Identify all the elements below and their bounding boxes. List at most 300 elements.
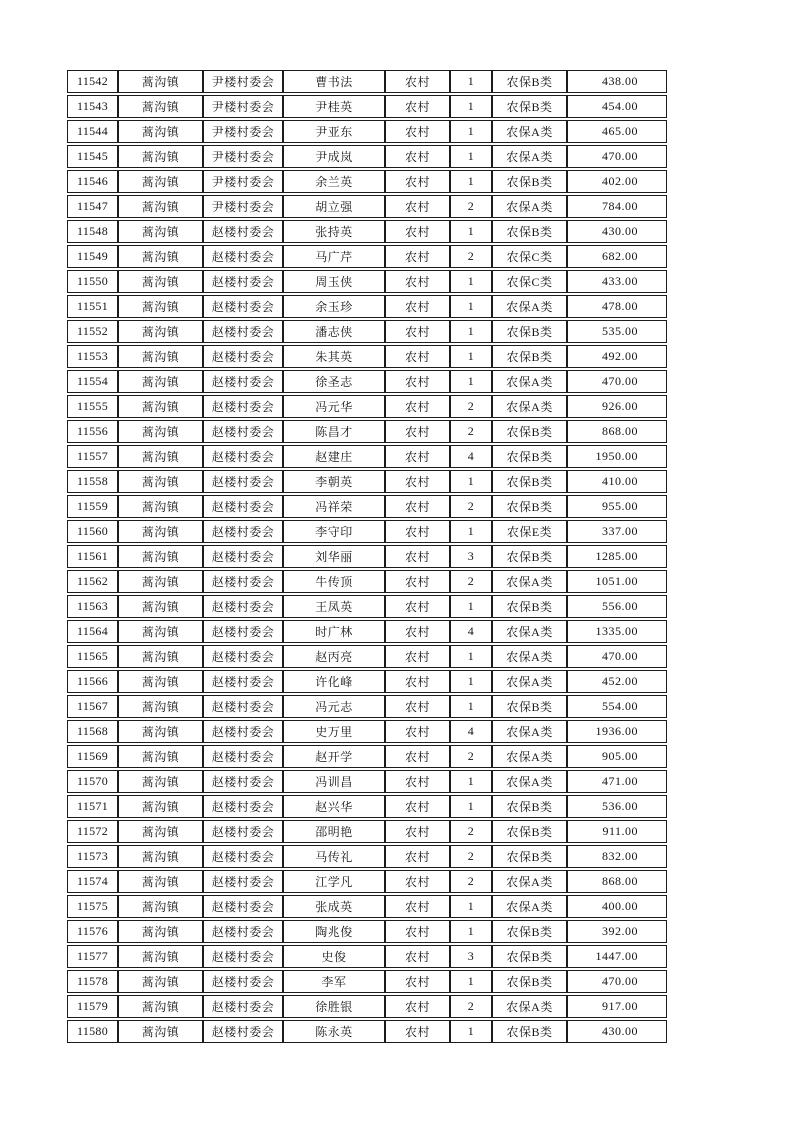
record-id-cell: 11552 xyxy=(67,320,118,343)
village-committee-cell: 赵楼村委会 xyxy=(203,370,283,393)
town-cell: 蒿沟镇 xyxy=(118,320,203,343)
residence-type-cell: 农村 xyxy=(385,445,450,468)
residence-type-cell: 农村 xyxy=(385,145,450,168)
village-committee-cell: 赵楼村委会 xyxy=(203,520,283,543)
table-row xyxy=(67,620,667,643)
town-cell: 蒿沟镇 xyxy=(118,420,203,443)
insurance-category-cell: 农保B类 xyxy=(492,95,567,118)
village-committee-cell: 尹楼村委会 xyxy=(203,145,283,168)
village-committee-cell: 赵楼村委会 xyxy=(203,570,283,593)
person-count-cell: 1 xyxy=(450,895,492,918)
person-name-cell: 李朝英 xyxy=(283,470,385,493)
town-cell: 蒿沟镇 xyxy=(118,370,203,393)
village-committee-cell: 赵楼村委会 xyxy=(203,695,283,718)
village-committee-cell: 赵楼村委会 xyxy=(203,795,283,818)
insurance-category-cell: 农保B类 xyxy=(492,970,567,993)
record-id-cell: 11558 xyxy=(67,470,118,493)
person-count-cell: 2 xyxy=(450,420,492,443)
record-id-cell: 11576 xyxy=(67,920,118,943)
person-count-cell: 1 xyxy=(450,970,492,993)
table-row xyxy=(67,70,667,93)
town-cell: 蒿沟镇 xyxy=(118,795,203,818)
person-name-cell: 徐胜银 xyxy=(283,995,385,1018)
village-committee-cell: 赵楼村委会 xyxy=(203,770,283,793)
residence-type-cell: 农村 xyxy=(385,595,450,618)
person-count-cell: 1 xyxy=(450,95,492,118)
person-count-cell: 2 xyxy=(450,820,492,843)
amount-cell: 1447.00 xyxy=(567,945,667,968)
person-name-cell: 冯元华 xyxy=(283,395,385,418)
insurance-category-cell: 农保B类 xyxy=(492,445,567,468)
person-name-cell: 李军 xyxy=(283,970,385,993)
table-row xyxy=(67,420,667,443)
residence-type-cell: 农村 xyxy=(385,1020,450,1043)
record-id-cell: 11553 xyxy=(67,345,118,368)
person-name-cell: 刘华丽 xyxy=(283,545,385,568)
record-id-cell: 11575 xyxy=(67,895,118,918)
person-count-cell: 2 xyxy=(450,195,492,218)
record-id-cell: 11543 xyxy=(67,95,118,118)
table-row xyxy=(67,995,667,1018)
amount-cell: 470.00 xyxy=(567,370,667,393)
table-row xyxy=(67,220,667,243)
person-name-cell: 冯祥荣 xyxy=(283,495,385,518)
person-count-cell: 4 xyxy=(450,620,492,643)
village-committee-cell: 赵楼村委会 xyxy=(203,1020,283,1043)
residence-type-cell: 农村 xyxy=(385,645,450,668)
village-committee-cell: 尹楼村委会 xyxy=(203,70,283,93)
table-row xyxy=(67,520,667,543)
person-name-cell: 赵建庄 xyxy=(283,445,385,468)
person-count-cell: 1 xyxy=(450,520,492,543)
record-id-cell: 11580 xyxy=(67,1020,118,1043)
town-cell: 蒿沟镇 xyxy=(118,195,203,218)
insurance-category-cell: 农保B类 xyxy=(492,845,567,868)
town-cell: 蒿沟镇 xyxy=(118,645,203,668)
residence-type-cell: 农村 xyxy=(385,170,450,193)
table-row xyxy=(67,345,667,368)
residence-type-cell: 农村 xyxy=(385,745,450,768)
amount-cell: 478.00 xyxy=(567,295,667,318)
table-row xyxy=(67,95,667,118)
amount-cell: 1335.00 xyxy=(567,620,667,643)
record-id-cell: 11550 xyxy=(67,270,118,293)
residence-type-cell: 农村 xyxy=(385,545,450,568)
person-name-cell: 史俊 xyxy=(283,945,385,968)
village-committee-cell: 赵楼村委会 xyxy=(203,395,283,418)
insurance-category-cell: 农保A类 xyxy=(492,645,567,668)
person-name-cell: 朱其英 xyxy=(283,345,385,368)
town-cell: 蒿沟镇 xyxy=(118,970,203,993)
record-id-cell: 11559 xyxy=(67,495,118,518)
record-id-cell: 11561 xyxy=(67,545,118,568)
village-committee-cell: 赵楼村委会 xyxy=(203,220,283,243)
record-id-cell: 11574 xyxy=(67,870,118,893)
amount-cell: 536.00 xyxy=(567,795,667,818)
residence-type-cell: 农村 xyxy=(385,195,450,218)
person-count-cell: 2 xyxy=(450,995,492,1018)
record-id-cell: 11542 xyxy=(67,70,118,93)
insurance-category-cell: 农保A类 xyxy=(492,870,567,893)
person-name-cell: 尹成岚 xyxy=(283,145,385,168)
residence-type-cell: 农村 xyxy=(385,320,450,343)
insurance-category-cell: 农保A类 xyxy=(492,120,567,143)
residence-type-cell: 农村 xyxy=(385,720,450,743)
town-cell: 蒿沟镇 xyxy=(118,1020,203,1043)
residence-type-cell: 农村 xyxy=(385,695,450,718)
record-id-cell: 11554 xyxy=(67,370,118,393)
amount-cell: 535.00 xyxy=(567,320,667,343)
insurance-category-cell: 农保A类 xyxy=(492,620,567,643)
person-count-cell: 1 xyxy=(450,145,492,168)
insurance-category-cell: 农保A类 xyxy=(492,395,567,418)
person-name-cell: 赵丙亮 xyxy=(283,645,385,668)
town-cell: 蒿沟镇 xyxy=(118,895,203,918)
residence-type-cell: 农村 xyxy=(385,870,450,893)
amount-cell: 337.00 xyxy=(567,520,667,543)
village-committee-cell: 赵楼村委会 xyxy=(203,345,283,368)
person-count-cell: 1 xyxy=(450,370,492,393)
record-id-cell: 11569 xyxy=(67,745,118,768)
town-cell: 蒿沟镇 xyxy=(118,745,203,768)
amount-cell: 470.00 xyxy=(567,645,667,668)
record-id-cell: 11566 xyxy=(67,670,118,693)
person-count-cell: 2 xyxy=(450,395,492,418)
person-count-cell: 2 xyxy=(450,845,492,868)
table-row xyxy=(67,570,667,593)
table-row xyxy=(67,895,667,918)
record-id-cell: 11555 xyxy=(67,395,118,418)
insurance-category-cell: 农保A类 xyxy=(492,995,567,1018)
table-row xyxy=(67,595,667,618)
village-committee-cell: 尹楼村委会 xyxy=(203,195,283,218)
residence-type-cell: 农村 xyxy=(385,70,450,93)
residence-type-cell: 农村 xyxy=(385,920,450,943)
amount-cell: 926.00 xyxy=(567,395,667,418)
table-row xyxy=(67,670,667,693)
person-count-cell: 3 xyxy=(450,545,492,568)
record-id-cell: 11570 xyxy=(67,770,118,793)
table-row xyxy=(67,820,667,843)
residence-type-cell: 农村 xyxy=(385,845,450,868)
town-cell: 蒿沟镇 xyxy=(118,120,203,143)
residence-type-cell: 农村 xyxy=(385,770,450,793)
residence-type-cell: 农村 xyxy=(385,795,450,818)
village-committee-cell: 赵楼村委会 xyxy=(203,320,283,343)
town-cell: 蒿沟镇 xyxy=(118,595,203,618)
table-row xyxy=(67,795,667,818)
town-cell: 蒿沟镇 xyxy=(118,70,203,93)
insurance-category-cell: 农保B类 xyxy=(492,920,567,943)
person-name-cell: 曹书法 xyxy=(283,70,385,93)
person-name-cell: 张持英 xyxy=(283,220,385,243)
town-cell: 蒿沟镇 xyxy=(118,345,203,368)
person-name-cell: 胡立强 xyxy=(283,195,385,218)
person-name-cell: 李守印 xyxy=(283,520,385,543)
insurance-category-cell: 农保B类 xyxy=(492,470,567,493)
amount-cell: 1950.00 xyxy=(567,445,667,468)
insurance-category-cell: 农保C类 xyxy=(492,270,567,293)
amount-cell: 1936.00 xyxy=(567,720,667,743)
person-name-cell: 尹桂英 xyxy=(283,95,385,118)
residence-type-cell: 农村 xyxy=(385,245,450,268)
insurance-category-cell: 农保B类 xyxy=(492,495,567,518)
person-count-cell: 1 xyxy=(450,470,492,493)
person-count-cell: 1 xyxy=(450,645,492,668)
insurance-category-cell: 农保A类 xyxy=(492,570,567,593)
amount-cell: 465.00 xyxy=(567,120,667,143)
amount-cell: 454.00 xyxy=(567,95,667,118)
amount-cell: 433.00 xyxy=(567,270,667,293)
amount-cell: 430.00 xyxy=(567,220,667,243)
town-cell: 蒿沟镇 xyxy=(118,845,203,868)
insurance-category-cell: 农保A类 xyxy=(492,720,567,743)
town-cell: 蒿沟镇 xyxy=(118,220,203,243)
person-name-cell: 冯元志 xyxy=(283,695,385,718)
village-committee-cell: 赵楼村委会 xyxy=(203,895,283,918)
town-cell: 蒿沟镇 xyxy=(118,270,203,293)
record-id-cell: 11545 xyxy=(67,145,118,168)
village-committee-cell: 赵楼村委会 xyxy=(203,445,283,468)
town-cell: 蒿沟镇 xyxy=(118,520,203,543)
insurance-category-cell: 农保B类 xyxy=(492,820,567,843)
village-committee-cell: 赵楼村委会 xyxy=(203,670,283,693)
residence-type-cell: 农村 xyxy=(385,370,450,393)
amount-cell: 470.00 xyxy=(567,970,667,993)
benefit-roster-table xyxy=(67,68,667,1045)
insurance-category-cell: 农保B类 xyxy=(492,1020,567,1043)
town-cell: 蒿沟镇 xyxy=(118,770,203,793)
person-count-cell: 1 xyxy=(450,345,492,368)
person-count-cell: 2 xyxy=(450,245,492,268)
village-committee-cell: 赵楼村委会 xyxy=(203,270,283,293)
residence-type-cell: 农村 xyxy=(385,470,450,493)
town-cell: 蒿沟镇 xyxy=(118,445,203,468)
village-committee-cell: 赵楼村委会 xyxy=(203,845,283,868)
amount-cell: 832.00 xyxy=(567,845,667,868)
table-body xyxy=(67,70,667,1043)
residence-type-cell: 农村 xyxy=(385,270,450,293)
residence-type-cell: 农村 xyxy=(385,295,450,318)
insurance-category-cell: 农保A类 xyxy=(492,745,567,768)
amount-cell: 438.00 xyxy=(567,70,667,93)
town-cell: 蒿沟镇 xyxy=(118,995,203,1018)
person-name-cell: 陈永英 xyxy=(283,1020,385,1043)
town-cell: 蒿沟镇 xyxy=(118,720,203,743)
insurance-category-cell: 农保A类 xyxy=(492,670,567,693)
person-name-cell: 张成英 xyxy=(283,895,385,918)
village-committee-cell: 赵楼村委会 xyxy=(203,645,283,668)
record-id-cell: 11546 xyxy=(67,170,118,193)
village-committee-cell: 尹楼村委会 xyxy=(203,170,283,193)
person-name-cell: 陶兆俊 xyxy=(283,920,385,943)
village-committee-cell: 赵楼村委会 xyxy=(203,945,283,968)
amount-cell: 430.00 xyxy=(567,1020,667,1043)
village-committee-cell: 赵楼村委会 xyxy=(203,995,283,1018)
town-cell: 蒿沟镇 xyxy=(118,620,203,643)
village-committee-cell: 赵楼村委会 xyxy=(203,595,283,618)
person-count-cell: 1 xyxy=(450,70,492,93)
amount-cell: 1051.00 xyxy=(567,570,667,593)
amount-cell: 905.00 xyxy=(567,745,667,768)
person-count-cell: 2 xyxy=(450,495,492,518)
person-name-cell: 余兰英 xyxy=(283,170,385,193)
person-name-cell: 马传礼 xyxy=(283,845,385,868)
insurance-category-cell: 农保B类 xyxy=(492,595,567,618)
table-row xyxy=(67,395,667,418)
person-count-cell: 4 xyxy=(450,720,492,743)
residence-type-cell: 农村 xyxy=(385,570,450,593)
table-row xyxy=(67,695,667,718)
person-count-cell: 1 xyxy=(450,295,492,318)
table-row xyxy=(67,720,667,743)
table-row xyxy=(67,195,667,218)
insurance-category-cell: 农保B类 xyxy=(492,320,567,343)
person-name-cell: 周玉侠 xyxy=(283,270,385,293)
person-name-cell: 赵兴华 xyxy=(283,795,385,818)
person-name-cell: 江学凡 xyxy=(283,870,385,893)
village-committee-cell: 赵楼村委会 xyxy=(203,820,283,843)
record-id-cell: 11544 xyxy=(67,120,118,143)
amount-cell: 400.00 xyxy=(567,895,667,918)
amount-cell: 784.00 xyxy=(567,195,667,218)
table-row xyxy=(67,370,667,393)
amount-cell: 492.00 xyxy=(567,345,667,368)
record-id-cell: 11579 xyxy=(67,995,118,1018)
insurance-category-cell: 农保B类 xyxy=(492,695,567,718)
insurance-category-cell: 农保A类 xyxy=(492,770,567,793)
person-count-cell: 1 xyxy=(450,220,492,243)
village-committee-cell: 赵楼村委会 xyxy=(203,245,283,268)
person-name-cell: 时广林 xyxy=(283,620,385,643)
town-cell: 蒿沟镇 xyxy=(118,945,203,968)
town-cell: 蒿沟镇 xyxy=(118,545,203,568)
amount-cell: 911.00 xyxy=(567,820,667,843)
person-name-cell: 史万里 xyxy=(283,720,385,743)
table-row xyxy=(67,120,667,143)
residence-type-cell: 农村 xyxy=(385,95,450,118)
table-row xyxy=(67,295,667,318)
person-count-cell: 1 xyxy=(450,770,492,793)
person-name-cell: 尹亚东 xyxy=(283,120,385,143)
table-row xyxy=(67,745,667,768)
residence-type-cell: 农村 xyxy=(385,995,450,1018)
person-count-cell: 1 xyxy=(450,595,492,618)
amount-cell: 554.00 xyxy=(567,695,667,718)
person-count-cell: 1 xyxy=(450,695,492,718)
person-count-cell: 1 xyxy=(450,170,492,193)
person-count-cell: 2 xyxy=(450,870,492,893)
amount-cell: 682.00 xyxy=(567,245,667,268)
record-id-cell: 11564 xyxy=(67,620,118,643)
table-row xyxy=(67,145,667,168)
town-cell: 蒿沟镇 xyxy=(118,870,203,893)
residence-type-cell: 农村 xyxy=(385,120,450,143)
village-committee-cell: 赵楼村委会 xyxy=(203,495,283,518)
town-cell: 蒿沟镇 xyxy=(118,920,203,943)
town-cell: 蒿沟镇 xyxy=(118,245,203,268)
record-id-cell: 11577 xyxy=(67,945,118,968)
person-name-cell: 赵开学 xyxy=(283,745,385,768)
table-row xyxy=(67,945,667,968)
residence-type-cell: 农村 xyxy=(385,395,450,418)
village-committee-cell: 赵楼村委会 xyxy=(203,420,283,443)
village-committee-cell: 赵楼村委会 xyxy=(203,720,283,743)
amount-cell: 402.00 xyxy=(567,170,667,193)
residence-type-cell: 农村 xyxy=(385,970,450,993)
amount-cell: 868.00 xyxy=(567,420,667,443)
amount-cell: 392.00 xyxy=(567,920,667,943)
insurance-category-cell: 农保A类 xyxy=(492,145,567,168)
record-id-cell: 11551 xyxy=(67,295,118,318)
record-id-cell: 11547 xyxy=(67,195,118,218)
town-cell: 蒿沟镇 xyxy=(118,170,203,193)
person-name-cell: 马广芹 xyxy=(283,245,385,268)
town-cell: 蒿沟镇 xyxy=(118,470,203,493)
person-count-cell: 1 xyxy=(450,1020,492,1043)
table-row xyxy=(67,245,667,268)
amount-cell: 868.00 xyxy=(567,870,667,893)
person-name-cell: 邵明艳 xyxy=(283,820,385,843)
table-row xyxy=(67,170,667,193)
insurance-category-cell: 农保A类 xyxy=(492,370,567,393)
insurance-category-cell: 农保A类 xyxy=(492,895,567,918)
residence-type-cell: 农村 xyxy=(385,495,450,518)
town-cell: 蒿沟镇 xyxy=(118,820,203,843)
residence-type-cell: 农村 xyxy=(385,670,450,693)
residence-type-cell: 农村 xyxy=(385,345,450,368)
insurance-category-cell: 农保B类 xyxy=(492,345,567,368)
insurance-category-cell: 农保B类 xyxy=(492,795,567,818)
town-cell: 蒿沟镇 xyxy=(118,145,203,168)
amount-cell: 470.00 xyxy=(567,145,667,168)
village-committee-cell: 赵楼村委会 xyxy=(203,545,283,568)
table-row xyxy=(67,270,667,293)
record-id-cell: 11556 xyxy=(67,420,118,443)
person-count-cell: 2 xyxy=(450,570,492,593)
residence-type-cell: 农村 xyxy=(385,520,450,543)
town-cell: 蒿沟镇 xyxy=(118,495,203,518)
person-count-cell: 1 xyxy=(450,670,492,693)
village-committee-cell: 尹楼村委会 xyxy=(203,95,283,118)
village-committee-cell: 赵楼村委会 xyxy=(203,870,283,893)
insurance-category-cell: 农保B类 xyxy=(492,945,567,968)
record-id-cell: 11560 xyxy=(67,520,118,543)
village-committee-cell: 赵楼村委会 xyxy=(203,470,283,493)
record-id-cell: 11573 xyxy=(67,845,118,868)
person-name-cell: 潘志侠 xyxy=(283,320,385,343)
amount-cell: 556.00 xyxy=(567,595,667,618)
record-id-cell: 11578 xyxy=(67,970,118,993)
person-name-cell: 余玉珍 xyxy=(283,295,385,318)
residence-type-cell: 农村 xyxy=(385,220,450,243)
village-committee-cell: 赵楼村委会 xyxy=(203,970,283,993)
person-name-cell: 牛传顶 xyxy=(283,570,385,593)
record-id-cell: 11567 xyxy=(67,695,118,718)
insurance-category-cell: 农保E类 xyxy=(492,520,567,543)
person-count-cell: 1 xyxy=(450,920,492,943)
person-name-cell: 王凤英 xyxy=(283,595,385,618)
person-count-cell: 3 xyxy=(450,945,492,968)
residence-type-cell: 农村 xyxy=(385,420,450,443)
insurance-category-cell: 农保B类 xyxy=(492,70,567,93)
record-id-cell: 11557 xyxy=(67,445,118,468)
table-row xyxy=(67,545,667,568)
person-name-cell: 冯训昌 xyxy=(283,770,385,793)
person-name-cell: 陈昌才 xyxy=(283,420,385,443)
amount-cell: 1285.00 xyxy=(567,545,667,568)
person-count-cell: 4 xyxy=(450,445,492,468)
